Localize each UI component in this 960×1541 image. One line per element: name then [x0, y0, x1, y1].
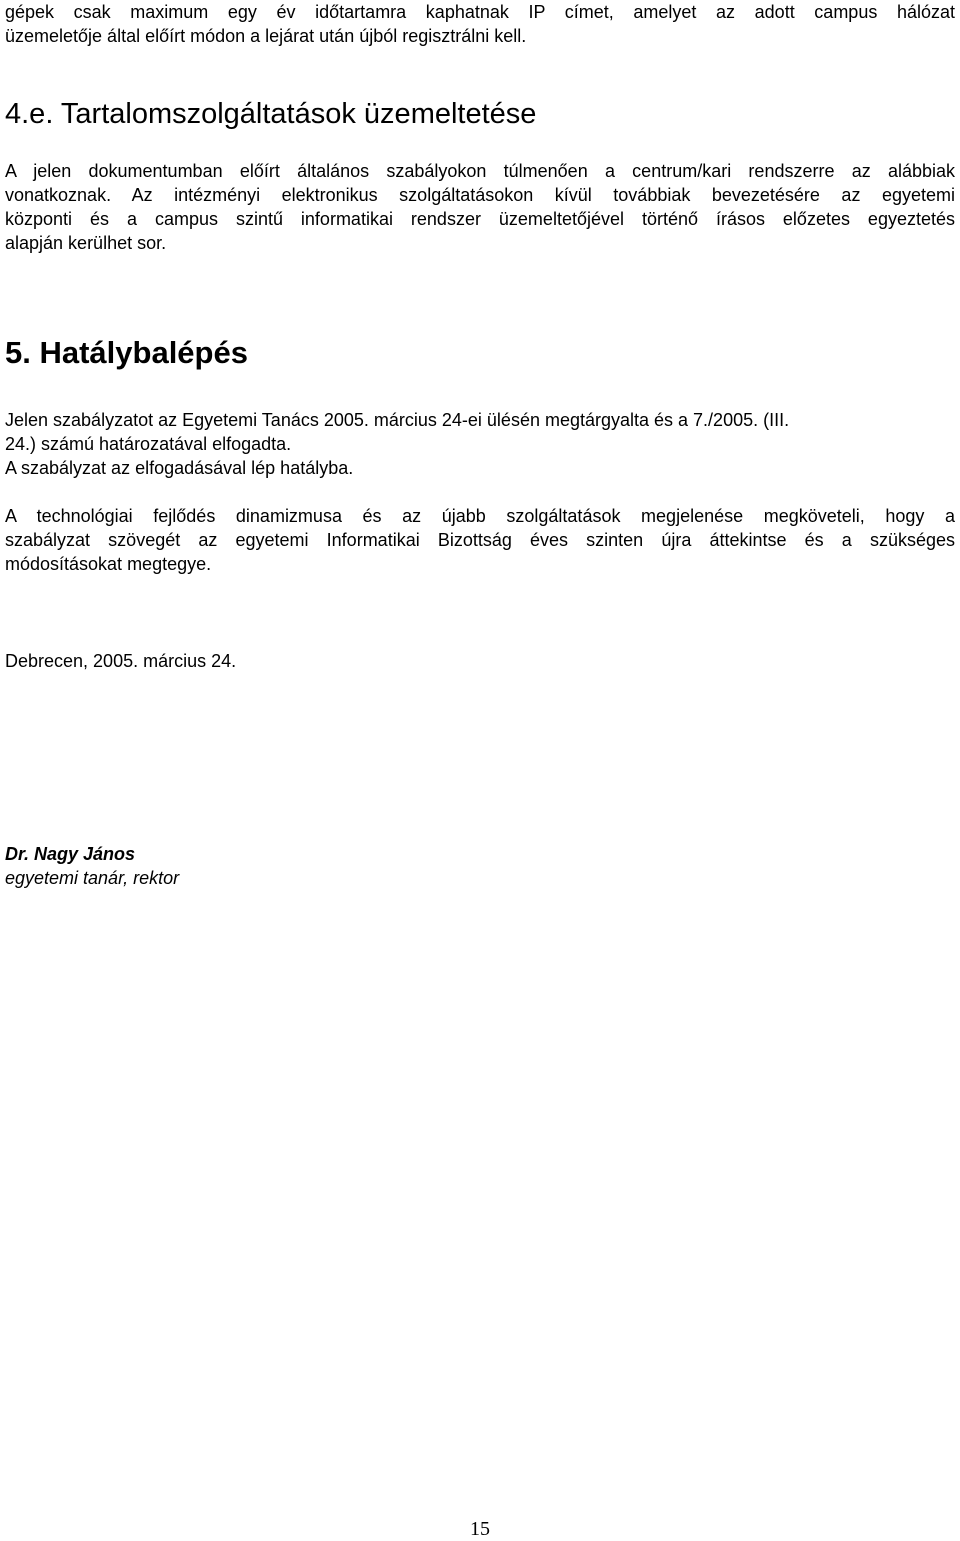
intro-line-1: gépek csak maximum egy év időtartamra kaphatnak IP címet, amelyet az adott campus hálózat [5, 2, 955, 22]
place-date-text: Debrecen, 2005. március 24. [5, 651, 237, 671]
adoption-line-1: Jelen szabályzatot az Egyetemi Tanács 2005. március 24-ei ülésén megtárgyalta és a 7./2005. (III. [5, 410, 790, 430]
adoption-line-3: A szabályzat az elfogadásával lép hatályba. [5, 458, 354, 478]
signature-block [5, 842, 955, 890]
section-4e-line-1: A jelen dokumentumban előírt általános szabályokon túlmenően a centrum/kari rendszerre az alábbiak [5, 161, 955, 181]
section-5-heading: 5. Hatálybalépés [5, 335, 248, 370]
section-4e-line-2: vonatkoznak. Az intézményi elektronikus szolgáltatásokon kívül továbbiak bevezetésére az egyetemi [5, 185, 955, 205]
section-4e-heading: 4.e. Tartalomszolgáltatások üzemeltetése [5, 98, 537, 130]
page-number: 15 [470, 1518, 490, 1540]
intro-line-2: üzemeletője által előírt módon a lejárat után újból regisztrálni kell. [5, 26, 527, 46]
review-line-3: módosításokat megtegye. [5, 554, 212, 574]
section-4e-line-4: alapján kerülhet sor. [5, 233, 167, 253]
place-date [5, 649, 955, 673]
signatory-title: egyetemi tanár, rektor [5, 868, 180, 888]
section-4e-line-3: központi és a campus szintű informatikai rendszer üzemeltetőjével történő írásos előzetes egyeztetés [5, 209, 955, 229]
review-line-1: A technológiai fejlődés dinamizmusa és az újabb szolgáltatások megjelenése megköveteli, hogy a [5, 506, 955, 526]
intro-paragraph [5, 0, 955, 48]
section-4e-paragraph [5, 159, 955, 255]
signatory-name: Dr. Nagy János [5, 844, 136, 864]
section-5-review-paragraph [5, 504, 955, 576]
review-line-2: szabályzat szövegét az egyetemi Informatikai Bizottság éves szinten újra áttekintse és a szükséges [5, 530, 955, 550]
adoption-line-2: 24.) számú határozatával elfogadta. [5, 434, 292, 454]
section-5-adoption-paragraph [5, 408, 955, 480]
